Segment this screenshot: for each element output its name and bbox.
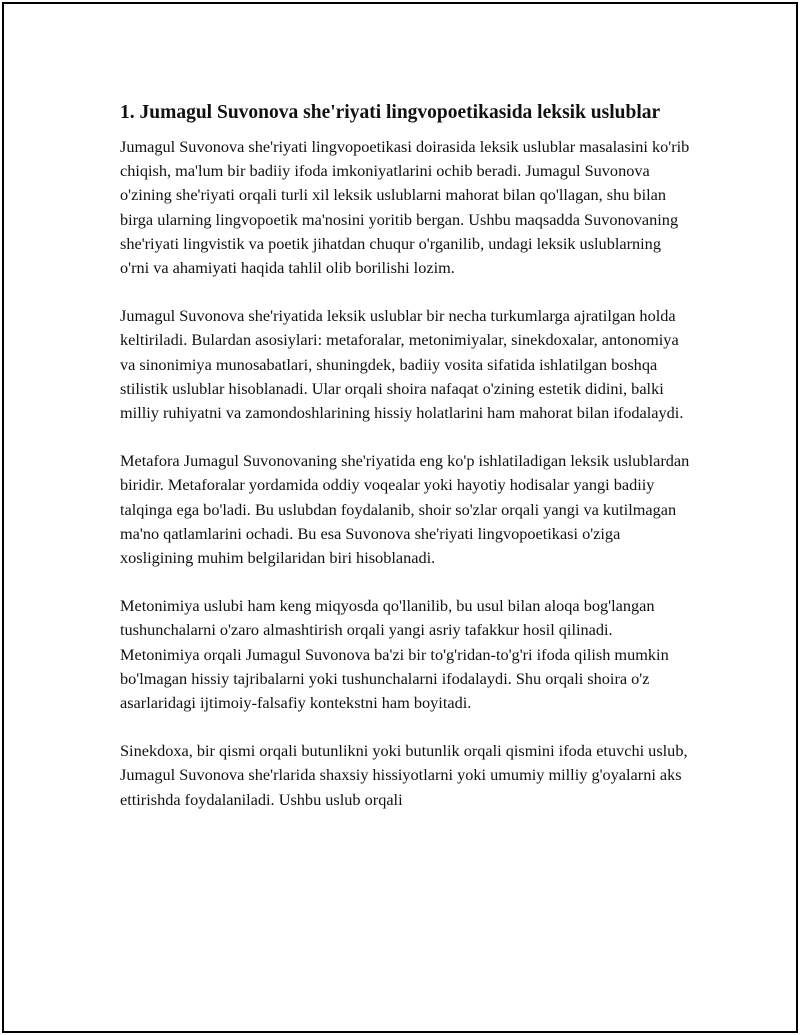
document-page bbox=[2, 2, 798, 1033]
paragraph-metonymy: Metonimiya uslubi ham keng miqyosda qo'llanilib, bu usul bilan aloqa bog'langan tushunchalarni o'zaro almashtirish orqali yangi asriy tafakkur hosil qilinadi. Metonimiya orqali Jumagul Suvonova ba'zi bir to'g'ridan-to'g'ri ifoda qilish mumkin bo'lmagan hissiy tajribalarni yoki tushunchalarni ifodalaydi. Shu orqali shoira o'z asarlaridagi ijtimoiy-falsafiy kontekstni ham boyitadi. bbox=[120, 596, 669, 713]
paragraph-metaphor: Metafora Jumagul Suvonovaning she'riyatida eng ko'p ishlatiladigan leksik uslublardan biridir. Metaforalar yordamida oddiy voqealar yoki hayotiy hodisalar yangi badiiy talqinga ega bo'ladi. Bu uslubdan foydalanib, shoir so'zlar orqali yangi va kutilmagan ma'no qatlamlarini ochadi. Bu esa Suvonova she'riyati lingvopoetikasi o'ziga xosligining muhim belgilaridan biri hisoblanadi. bbox=[120, 451, 690, 568]
section-heading: 1. Jumagul Suvonova she'riyati lingvopoetikasida leksik uslublar bbox=[120, 102, 661, 123]
document-body bbox=[120, 98, 692, 836]
paragraph-synecdoche: Sinekdoxa, bir qismi orqali butunlikni yoki butunlik orqali qismini ifoda etuvchi uslub, Jumagul Suvonova she'rlarida shaxsiy hissiyotlarni yoki umumiy milliy g'oyalarni aks ettirishda foydalaniladi. Ushbu uslub orqali bbox=[120, 741, 688, 809]
paragraph-lexical-styles: Jumagul Suvonova she'riyatida leksik uslublar bir necha turkumlarga ajratilgan holda keltiriladi. Bulardan asosiylari: metaforalar, metonimiyalar, sinekdoxalar, antonomiya va sinonimiya munosabatlari, shuningdek, badiiy vosita sifatida ishlatilgan boshqa stilistik uslublar hisoblanadi. Ular orqali shoira nafaqat o'zining estetik didini, balki milliy ruhiyatni va zamondoshlarining hissiy holatlarini ham mahorat bilan ifodalaydi. bbox=[120, 306, 684, 423]
paragraph-intro: Jumagul Suvonova she'riyati lingvopoetikasi doirasida leksik uslublar masalasini ko'rib chiqish, ma'lum bir badiiy ifoda imkoniyatlarini ochib beradi. Jumagul Suvonova o'zining she'riyati orqali turli xil leksik uslublarni mahorat bilan qo'llagan, shu bilan birga ularning lingvopoetik ma'nosini yoritib bergan. Ushbu maqsadda Suvonovaning she'riyati lingvistik va poetik jihatdan chuqur o'rganilib, undagi leksik uslublarning o'rni va ahamiyati haqida tahlil olib borilishi lozim. bbox=[120, 137, 690, 278]
